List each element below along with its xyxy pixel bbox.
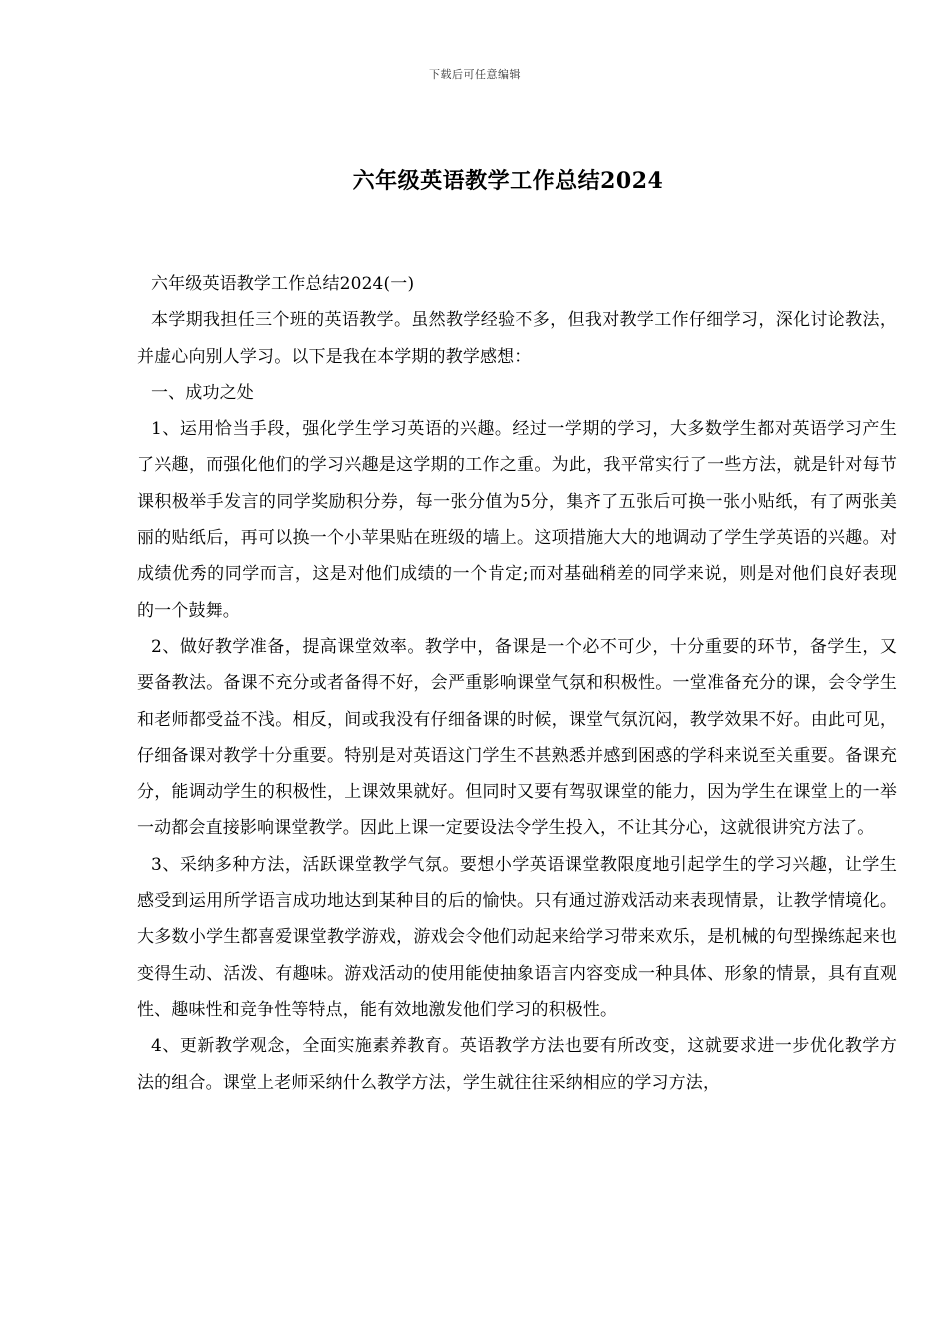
paragraph-point-3: 3、采纳多种方法，活跃课堂教学气氛。要想小学英语课堂教限度地引起学生的学习兴趣，让学生感受到运用所学语言成功地达到某种目的后的愉快。只有通过游戏活动来表现情景，让教学情境化。大多数小学生都喜爱课堂教学游戏，游戏会令他们动起来给学习带来欢乐，是机械的句型操练起来也变得生动、活泼、有趣味。游戏活动的使用能使抽象语言内容变成一种具体、形象的情景，具有直观性、趣味性和竞争性等特点，能有效地激发他们学习的积极性。 — [137, 854, 897, 1020]
document-title: 六年级英语教学工作总结2024 — [352, 168, 664, 194]
section-subtitle: 六年级英语教学工作总结2024(一) — [151, 274, 415, 294]
paragraph-point-1: 1、运用恰当手段，强化学生学习英语的兴趣。经过一学期的学习，大多数学生都对英语学习产生了兴趣，而强化他们的学习兴趣是这学期的工作之重。为此，我平常实行了一些方法，就是针对每节课积极举手发言的同学奖励积分券，每一张分值为5分，集齐了五张后可换一张小贴纸，有了两张美丽的贴纸后，再可以换一个小苹果贴在班级的墙上。这项措施大大的地调动了学生学英语的兴趣。对成绩优秀的同学而言，这是对他们成绩的一个肯定;而对基础稍差的同学来说，则是对他们良好表现的一个鼓舞。 — [137, 419, 897, 621]
section-heading-successes: 一、成功之处 — [151, 382, 254, 403]
paragraph-point-4: 4、更新教学观念，全面实施素养教育。英语教学方法也要有所改变，这就要求进一步优化教学方法的组合。课堂上老师采纳什么教学方法，学生就往往采纳相应的学习方法， — [137, 1036, 897, 1093]
header-note: 下载后可任意编辑 — [429, 68, 521, 81]
document-body — [137, 266, 897, 1101]
intro-paragraph: 本学期我担任三个班的英语教学。虽然教学经验不多，但我对教学工作仔细学习，深化讨论教法，并虚心向别人学习。以下是我在本学期的教学感想： — [137, 310, 897, 367]
paragraph-point-2: 2、做好教学准备，提高课堂效率。教学中，备课是一个必不可少，十分重要的环节，备学生，又要备教法。备课不充分或者备得不好，会严重影响课堂气氛和积极性。一堂准备充分的课，会令学生和老师都受益不浅。相反，间或我没有仔细备课的时候，课堂气氛沉闷，教学效果不好。由此可见，仔细备课对教学十分重要。特别是对英语这门学生不甚熟悉并感到困惑的学科来说至关重要。备课充分，能调动学生的积极性，上课效果就好。但同时又要有驾驭课堂的能力，因为学生在课堂上的一举一动都会直接影响课堂教学。因此上课一定要设法令学生投入，不让其分心，这就很讲究方法了。 — [137, 636, 897, 839]
